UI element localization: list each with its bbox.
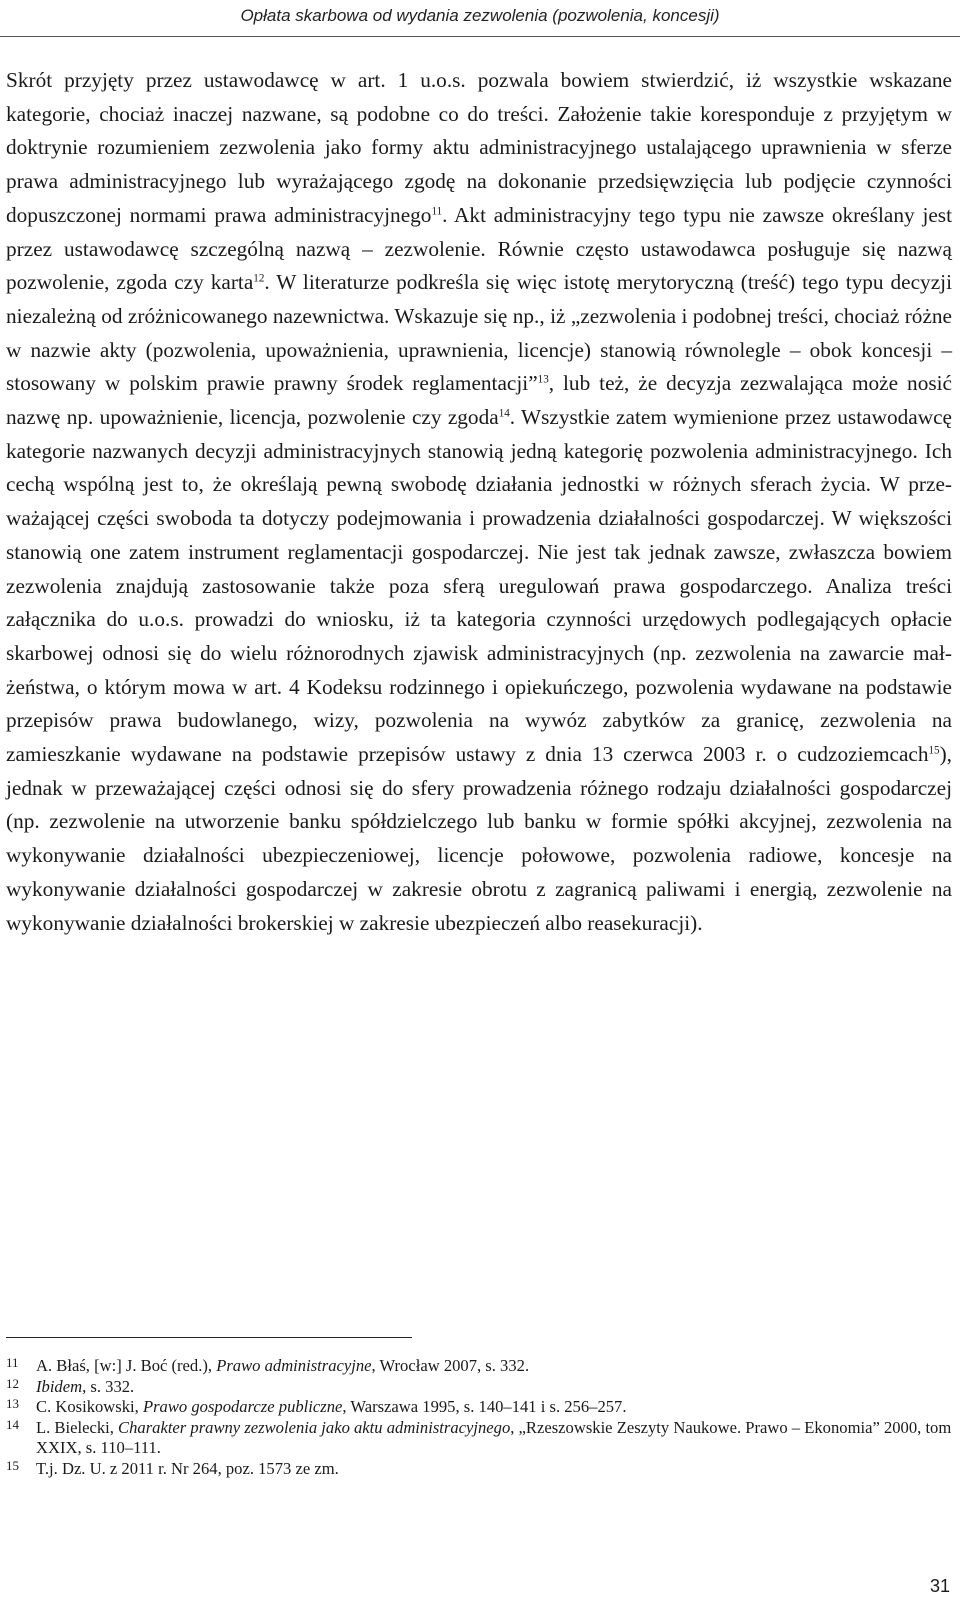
footnote-title: Prawo gospodarcze publiczne [142, 1397, 343, 1417]
footnote-text: T.j. Dz. U. z 2011 r. Nr 264, poz. 1573 ze zm. [36, 1458, 339, 1478]
footnote [6, 1397, 952, 1418]
footnote-ref: 11 [431, 205, 443, 218]
page-number: 31 [929, 1576, 950, 1596]
text-segment: . Akt administracyjny tego typu nie zawsze określany jest przez ustawodawcę szczególną nazwą – zezwolenie. Równie często ustawodawca posługuje się nazwą pozwolenie, zgoda czy karta [6, 202, 953, 295]
footnote-text: L. Bielecki, [36, 1417, 119, 1437]
footnote-text: , s. 332. [82, 1376, 135, 1396]
footnote-number: 11 [6, 1355, 19, 1370]
footnote-text: C. Kosikowski, [36, 1397, 143, 1417]
footnote [6, 1356, 952, 1377]
footnote [6, 1418, 952, 1459]
footnote-ref: 12 [253, 272, 265, 285]
running-header: Opłata skarbowa od wydania zezwolenia (pozwolenia, koncesji) [240, 6, 720, 25]
footnote-text: , Wrocław 2007, s. 332. [371, 1356, 530, 1375]
footnote [6, 1459, 952, 1480]
footnote-separator [6, 1337, 412, 1338]
footnote-number: 15 [6, 1457, 19, 1473]
footnote-text: , „Rzeszowskie Zeszyty Naukowe. Prawo – Ekonomia” 2000, tom XXIX, s. 110–111. [36, 1417, 952, 1458]
footnote-ref: 14 [498, 407, 510, 420]
footnote-number: 12 [6, 1375, 19, 1391]
footnotes [6, 1356, 952, 1480]
footnote-text: , Warszawa 1995, s. 140–141 i s. 256–257. [342, 1397, 627, 1417]
text-segment: ), jednak w przeważającej części odnosi się do sfery prowadzenia różnego rodzaju działalności gospodarczej (np. zezwolenie na utworzenie banku spółdzielczego lub banku w formie spółki akcyjnej, zezwolenia na wykonywanie działalności ubezpieczeniowej, licencje połowowe, pozwolenia radiowe, koncesje na wykonywanie działalności gospodarczej w zakresie obrotu z zagranicą paliwami i energią, zezwolenie na wykonywanie działalności brokerskiej w zakresie ubezpieczeń albo reasekuracji). [6, 742, 952, 935]
text-segment: Skrót przyjęty przez ustawodawcę w art. 1 u.o.s. pozwala bowiem stwierdzić, iż wszystkie wskazane kategorie, chociaż inaczej nazwane, są podobne co do treści. Założenie takie koresponduje z przyjętym w doktrynie rozumieniem zezwolenia jako formy aktu administracyjnego ustalającego uprawnienia w sferze prawa administracyjnego lub wyrażającego zgodę na dokonanie przedsięwzięcia lub podjęcie czynności dopuszczonej normami prawa administracyjnego [6, 68, 952, 227]
footnote-number: 13 [6, 1396, 19, 1412]
footnote-number: 14 [6, 1416, 19, 1432]
text-segment: . Wszystkie zatem wymienione przez ustawodawcę kategorie nazwanych decyzji administracyjnych stanowią jedną kategorię pozwolenia administracyjnego. Ich cechą wspólną jest to, że określają pewną swobodę działania jednostki w różnych sferach życia. W przeważającej części swoboda ta dotyczy podejmowania i prowadzenia działalności gospodarczej. W większości stanowią one zatem instrument reglamentacji gospodarczej. Nie jest tak jednak zawsze, zwłaszcza bowiem zezwolenia znajdują zastosowanie także poza sferą uregulowań prawa gospodarczego. Analiza treści załącznika do u.o.s. prowadzi do wniosku, iż ta kategoria czynności urzędowych podlegających opłacie skarbowej odnosi się do wielu różnorodnych zjawisk administracyjnych (np. zezwolenia na zawarcie małżeństwa, o którym mowa w art. 4 Kodeksu rodzinnego i opiekuńczego, pozwolenia wydawane na podstawie przepisów prawa budowlanego, wizy, pozwolenia na wywóz zabytków za granicę, zezwolenia na zamieszkanie wydawane na podstawie przepisów ustawy z dnia 13 czerwca 2003 r. o cudzoziemcach [6, 405, 952, 767]
footnote-ref: 13 [537, 373, 549, 386]
text-segment: . W literaturze podkreśla się więc istotę merytoryczną (treść) tego typu decyzji niezależną od zróżnicowanego nazewnictwa. Wskazuje się np., iż „zezwolenia i podobnej treści, chociaż różne w nazwie akty (pozwolenia, upoważnienia, uprawnienia, licencje) stanowią równolegle – obok koncesji – stosowany w polskim prawie prawny środek reglamentacji” [6, 270, 952, 396]
footnote-title: Charakter prawny zezwolenia jako aktu administracyjnego [118, 1417, 511, 1437]
header-rule [0, 36, 960, 37]
footnote-ref: 15 [928, 744, 940, 757]
body-paragraph [6, 64, 952, 940]
text-segment: , lub też, że decyzja zezwalająca może nosić nazwę np. upoważnienie, licencja, pozwolenie czy zgoda [6, 371, 952, 430]
footnote [6, 1377, 952, 1398]
footnote-title: Prawo administracyjne [216, 1356, 372, 1375]
footnote-text: A. Błaś, [w:] J. Boć (red.), [36, 1356, 217, 1375]
footnote-title: Ibidem [36, 1376, 83, 1396]
